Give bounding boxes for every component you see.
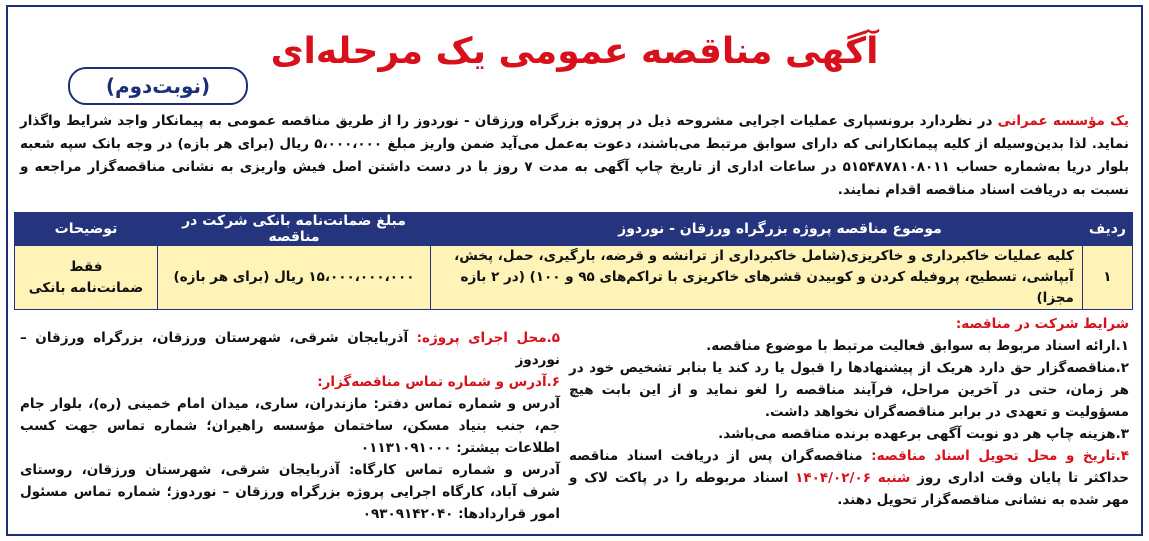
notice-title: آگهی مناقصه عمومی یک مرحله‌ای (270, 31, 879, 72)
cell-row-number: ۱ (1082, 246, 1132, 310)
details-column (20, 327, 560, 525)
project-location-text: آذربایجان شرقی، شهرستان ورزقان، بزرگراه ورزقان – نوردوز (20, 330, 560, 368)
table-row (15, 246, 1133, 310)
intro-org: یک مؤسسه عمرانی (997, 113, 1129, 129)
office-address (20, 393, 560, 459)
cell-notes (15, 246, 158, 310)
cell-subject: کلیه عملیات خاکبرداری و خاکریزی(شامل خاکبرداری از ترانشه و قرضه، بارگیری، حمل، پخش، آبپاشی، تسطیح، پروفیله کردن و کوبیدن قشرهای خاکریزی با تراکم‌های ۹۵ و ۱۰۰) (در ۲ بازه مجزا) (431, 246, 1083, 310)
contact-heading: ۶.آدرس و شماره تماس مناقصه‌گزار: (317, 374, 560, 390)
notes-line-2: ضمانت‌نامه بانکی (28, 279, 144, 296)
header-notes: توضیحات (15, 213, 158, 246)
turn-badge: (نوبت‌دوم) (68, 67, 248, 105)
condition-item-4-text-b: اسناد مربوطه را در پاکت لاک و مهر شده به نشانی مناقصه‌گزار تحویل دهند. (569, 470, 1129, 508)
condition-item-1: ۱.ارائه اسناد مربوط به سوابق فعالیت مرتبط با موضوع مناقصه. (706, 338, 1129, 354)
condition-item-3: ۳.هزینه چاپ هر دو نوبت آگهی برعهده برنده مناقصه می‌باشد. (718, 426, 1129, 442)
intro-paragraph (20, 110, 1129, 202)
header-amount: مبلغ ضمانت‌نامه بانکی شرکت در مناقصه (158, 213, 431, 246)
workshop-text: آذربایجان شرقی، شهرستان ورزقان، روستای شرف آباد، کارگاه اجرایی پروژه بزرگراه ورزقان – نوردوز؛ شماره تماس مسئول امور قراردادها: ۰۹۳۰۹۱۴۲۰۴۰ (20, 462, 560, 522)
office-text: مازندران، ساری، میدان امام خمینی (ره)، بلوار جام جم، جنب بنیاد مسکن، ساختمان مؤسسه راهیران؛ شماره تماس جهت کسب اطلاعات بیشتر: ۰۱۱۳۱۰۹۱۰۰۰ (20, 396, 560, 456)
amount-suffix: (برای هر بازه) (173, 269, 275, 285)
tender-table (14, 212, 1133, 310)
notice-body (20, 313, 1129, 528)
amount-value: ۱۵،۰۰۰،۰۰۰،۰۰۰ ریال (274, 269, 415, 285)
condition-item-4-text-a: مناقصه‌گران پس از دریافت اسناد مناقصه حداکثر تا پایان وقت اداری روز (569, 448, 1130, 486)
condition-item-4-heading: ۴.تاریخ و محل تحویل اسناد مناقصه: (871, 448, 1129, 464)
condition-item-2: ۲.مناقصه‌گزار حق دارد هریک از پیشنهادها را قبول یا رد کند یا بنابر تشخیص خود در هر زمان، حتی در آخرین مراحل، فرآیند مناقصه را لغو نماید و از این بابت هیچ مسؤولیت و تعهدی در برابر مناقصه‌گران نخواهد داشت. (569, 360, 1129, 420)
header-row-number: ردیف (1082, 213, 1132, 246)
cell-amount (158, 246, 431, 310)
workshop-heading: آدرس و شماره تماس کارگاه: (348, 462, 560, 478)
tender-notice (6, 5, 1143, 536)
submission-date: شنبه ۱۴۰۴/۰۲/۰۶ (795, 470, 911, 486)
office-heading: آدرس و شماره تماس دفتر: (373, 396, 560, 412)
workshop-address (20, 459, 560, 525)
condition-item-4 (569, 445, 1129, 511)
detail-item-5 (20, 327, 560, 371)
notes-line-1: فقط (69, 258, 103, 275)
project-location-heading: ۵.محل اجرای پروژه: (416, 330, 561, 346)
intro-text: در نظردارد برونسپاری عملیات اجرایی مشروحه ذیل در پروژه بزرگراه ورزقان - نوردوز را از طریق مناقصه عمومی به پیمانکار واجد شرایط واگذار نماید. لذا بدین‌وسیله از کلیه پیمانکارانی که دارای سوابق مرتبط می‌باشند، دعوت به‌عمل می‌آید ضمن واریز مبلغ ۵،۰۰۰،۰۰۰ ریال (برای هر بازه) در وجه بانک سپه شعبه بلوار دریا به‌شماره حساب ۵۱۵۴۸۷۸۱۰۸۰۱۱ در ساعات اداری از تاریخ چاپ آگهی به مدت ۷ روز با در دست داشتن اصل فیش واریزی به نشانی مناقصه‌گزار مراجعه و نسبت به دریافت اسناد مناقصه اقدام نمایند. (20, 113, 1130, 198)
header-subject: موضوع مناقصه پروژه بزرگراه ورزقان - نوردوز (431, 213, 1083, 246)
table-header-row (15, 213, 1133, 246)
conditions-column (569, 313, 1129, 511)
conditions-heading: شرایط شرکت در مناقصه: (955, 316, 1129, 332)
